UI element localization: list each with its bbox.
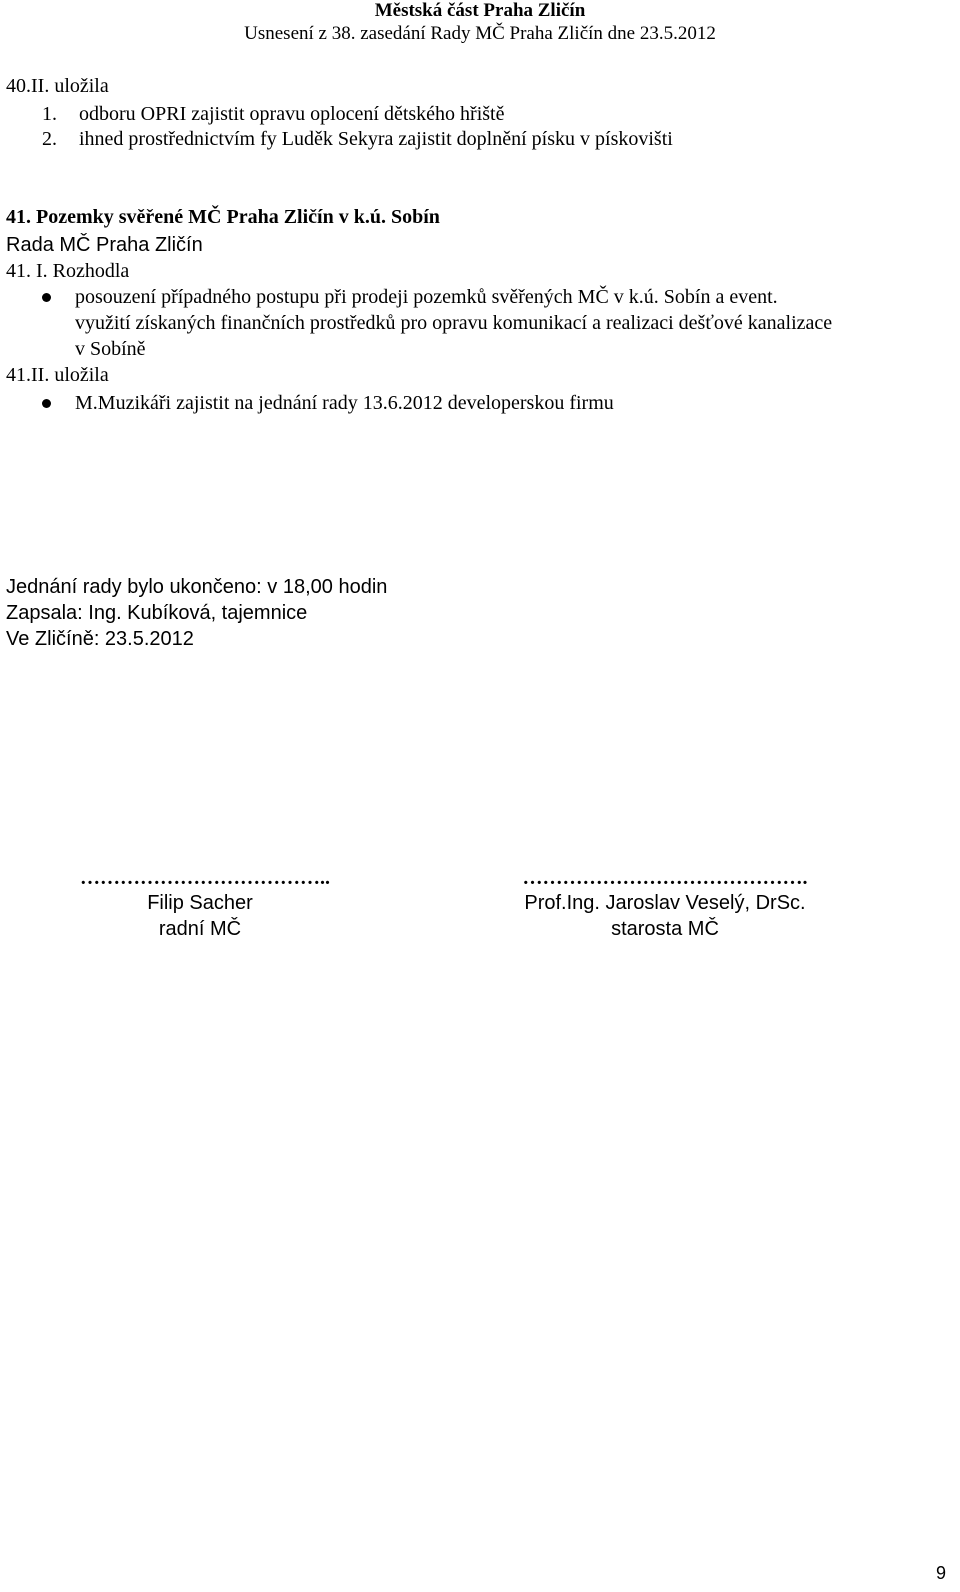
signature-line-right: …………………………………….	[522, 867, 808, 889]
section40-heading: 40.II. uložila	[6, 75, 109, 97]
signatory-name-left: Filip Sacher	[147, 892, 253, 914]
list-item: ihned prostřednictvím fy Luděk Sekyra zajistit doplnění písku v pískovišti	[79, 128, 673, 150]
place-date: Ve Zličíně: 23.5.2012	[6, 628, 194, 650]
section41-part2-heading: 41.II. uložila	[6, 364, 109, 386]
bullet-text: v Sobíně	[75, 338, 146, 360]
section41-title: 41. Pozemky svěřené MČ Praha Zličín v k.ú. Sobín	[6, 206, 440, 228]
header-subtitle: Usnesení z 38. zasedání Rady MČ Praha Zličín dne 23.5.2012	[244, 23, 716, 44]
bullet-icon	[42, 399, 51, 408]
signatory-role-right: starosta MČ	[611, 918, 719, 940]
bullet-text: využití získaných finančních prostředků pro opravu komunikací a realizaci dešťové kanalizace	[75, 312, 833, 334]
signatory-name-right: Prof.Ing. Jaroslav Veselý, DrSc.	[524, 892, 806, 914]
page-number: 9	[936, 1563, 947, 1583]
meeting-ended: Jednání rady bylo ukončeno: v 18,00 hodin	[6, 576, 388, 598]
bullet-text: posouzení případného postupu při prodeji pozemků svěřených MČ v k.ú. Sobín a event.	[75, 286, 778, 308]
bullet-icon	[42, 293, 51, 302]
list-item-number: 2.	[42, 128, 57, 150]
list-item-number: 1.	[42, 103, 57, 125]
signatory-role-left: radní MČ	[158, 918, 242, 940]
list-item: odboru OPRI zajistit opravu oplocení dětského hřiště	[79, 103, 505, 125]
bullet-text: M.Muzikáři zajistit na jednání rady 13.6.2012 developerskou firmu	[75, 392, 614, 414]
recorded-by: Zapsala: Ing. Kubíková, tajemnice	[6, 602, 308, 624]
header-title: Městská část Praha Zličín	[374, 0, 586, 21]
signature-line-left: ………………………………..	[80, 867, 330, 889]
section41-body: Rada MČ Praha Zličín	[6, 234, 203, 256]
section41-part1-heading: 41. I. Rozhodla	[6, 260, 130, 282]
